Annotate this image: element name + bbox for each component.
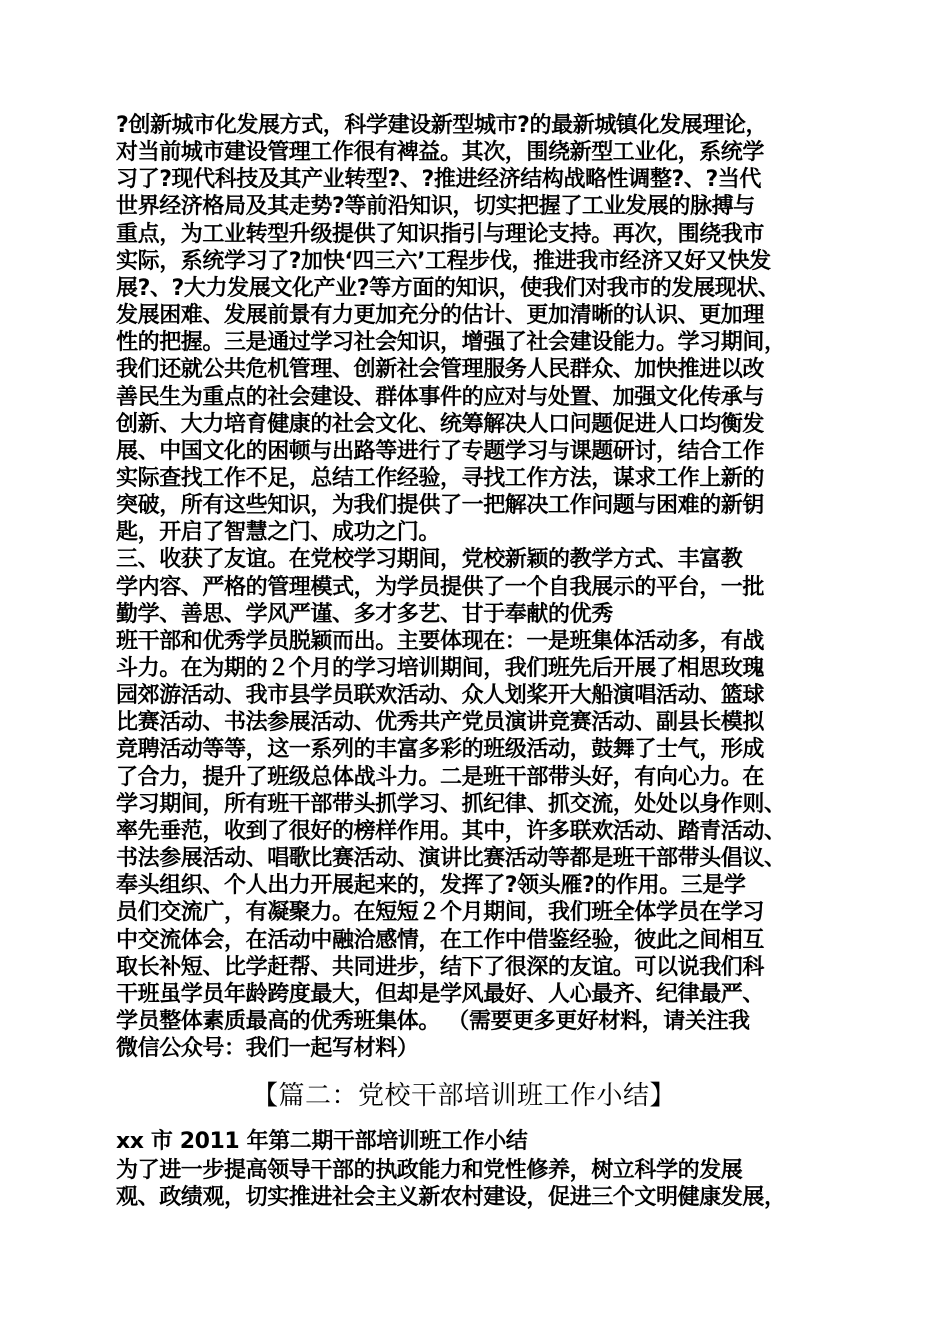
text-line: 世界经济格局及其走势?等前沿知识，切实把握了工业发展的脉搏与 [116, 194, 755, 220]
text-line: 突破，所有这些知识，为我们提供了一把解决工作问题与困难的新钥 [116, 493, 765, 519]
text-line: 微信公众号：我们一起写材料） [116, 1036, 419, 1062]
text-line: 善民生为重点的社会建设、群体事件的应对与处置、加强文化传承与 [116, 384, 765, 410]
text-line: 我们还就公共危机管理、创新社会管理服务人民群众、加快推进以改 [116, 357, 765, 383]
text-line: 斗力。在为期的２个月的学习培训期间，我们班先后开展了相思玫瑰 [116, 656, 765, 681]
text-line: 了合力，提升了班级总体战斗力。二是班干部带头好，有向心力。在 [116, 764, 765, 790]
text-line: 习了?现代科技及其产业转型?、?推进经济结构战略性调整?、?当代 [116, 167, 762, 193]
text-line: 员们交流广，有凝聚力。在短短２个月期间，我们班全体学员在学习 [116, 900, 765, 926]
text-line: 园郊游活动、我市县学员联欢活动、众人划桨开大船演唱活动、篮球 [116, 683, 765, 709]
text-line: 学习期间，所有班干部带头抓学习、抓纪律、抓交流，处处以身作则、 [116, 791, 786, 817]
text-line: 观、政绩观，切实推进社会主义新农村建设，促进三个文明健康发展， [116, 1185, 786, 1210]
text-line: 学员整体素质最高的优秀班集体。 （需要更多更好材料，请关注我 [116, 1008, 750, 1034]
text-line: 发展困难、发展前景有力更加充分的估计、更加清晰的认识、更加理 [116, 303, 765, 328]
text-line: 学内容、严格的管理模式，为学员提供了一个自我展示的平台，一批 [116, 574, 765, 600]
text-line: 展?、?大力发展文化产业?等方面的知识，使我们对我市的发展现状、 [116, 275, 780, 301]
text-line: 对当前城市建设管理工作很有裨益。其次，围绕新型工业化，系统学 [116, 140, 765, 166]
text-line: 干班虽学员年龄跨度最大，但却是学风最好、人心最齐、纪律最严、 [116, 981, 765, 1007]
text-line: 实际查找工作不足，总结工作经验，寻找工作方法，谋求工作上新的 [116, 465, 765, 491]
text-line: 勤学、善思、学风严谨、多才多艺、甘于奉献的优秀 [116, 601, 613, 627]
text-line: 实际，系统学习了?加快‘四三六’工程步伐，推进我市经济又好又快发 [116, 248, 771, 274]
text-line: 奉头组织、个人出力开展起来的，发挥了?领头雁?的作用。三是学 [116, 873, 746, 899]
text-line: 书法参展活动、唱歌比赛活动、演讲比赛活动等都是班干部带头倡议、 [116, 846, 786, 871]
text-line: 匙，开启了智慧之门、成功之门。 [116, 520, 441, 546]
text-line: 创新、大力培育健康的社会文化、统筹解决人口问题促进人口均衡发 [116, 411, 765, 437]
text-line: 率先垂范，收到了很好的榜样作用。其中，许多联欢活动、踏青活动、 [116, 818, 786, 844]
text-line: ?创新城市化发展方式，科学建设新型城市?的最新城镇化发展理论， [116, 113, 768, 138]
text-line: 性的把握。三是通过学习社会知识，增强了社会建设能力。学习期间， [116, 330, 786, 356]
text-line: 展、中国文化的困顿与出路等进行了专题学习与课题研讨，结合工作 [116, 438, 765, 464]
text-line: 班干部和优秀学员脱颖而出。主要体现在：一是班集体活动多，有战 [116, 628, 765, 654]
text-line: 三、收获了友谊。在党校学习期间，党校新颖的教学方式、丰富教 [116, 547, 743, 573]
subsection-title: xx 市 2011 年第二期干部培训班工作小结 [116, 1129, 528, 1154]
text-line: 竞聘活动等等，这一系列的丰富多彩的班级活动，鼓舞了士气，形成 [116, 737, 765, 763]
text-line: 重点，为工业转型升级提供了知识指引与理论支持。再次，围绕我市 [116, 221, 765, 247]
text-line: 为了进一步提高领导干部的执政能力和党性修养，树立科学的发展 [116, 1158, 743, 1183]
section-heading: 【篇二：党校干部培训班工作小结】 [252, 1081, 677, 1111]
text-line: 比赛活动、书法参展活动、优秀共产党员演讲竞赛活动、副县长模拟 [116, 710, 765, 736]
text-line: 取长补短、比学赶帮、共同进步，结下了很深的友谊。可以说我们科 [116, 954, 765, 980]
text-line: 中交流体会，在活动中融洽感情，在工作中借鉴经验，彼此之间相互 [116, 927, 765, 953]
